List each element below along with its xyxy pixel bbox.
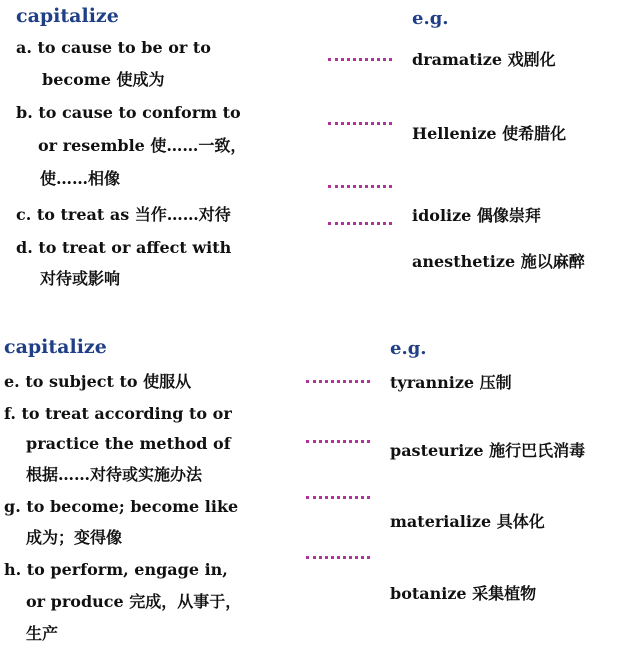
dotted-connector-2 <box>328 122 392 125</box>
dotted-connector-5 <box>306 380 370 383</box>
dotted-connector-7 <box>306 496 370 499</box>
def-a-line2: become 使成为 <box>42 70 165 89</box>
def-b-line3: 使……相像 <box>40 169 121 188</box>
def-b-line2: or resemble 使……一致， <box>38 136 247 155</box>
section2-eg-label: e.g. <box>390 338 427 359</box>
example-materialize: materialize 具体化 <box>390 512 545 531</box>
example-pasteurize: pasteurize 施行巴氏消毒 <box>390 441 586 460</box>
section2-heading: capitalize <box>4 336 107 358</box>
dotted-connector-3 <box>328 185 392 188</box>
def-c-line1: c. to treat as 当作……对待 <box>16 205 231 224</box>
dotted-connector-6 <box>306 440 370 443</box>
section1-heading: capitalize <box>16 5 119 27</box>
section1-eg-label: e.g. <box>412 8 449 29</box>
def-h-line3: 生产 <box>26 624 59 643</box>
def-g-line2: 成为；变得像 <box>26 528 123 547</box>
example-dramatize: dramatize 戏剧化 <box>412 50 556 69</box>
def-g-line1: g. to become; become like <box>4 497 239 516</box>
example-tyrannize: tyrannize 压制 <box>390 373 512 392</box>
dotted-connector-8 <box>306 556 370 559</box>
def-b-line1: b. to cause to conform to <box>16 103 241 122</box>
example-idolize: idolize 偶像崇拜 <box>412 206 541 225</box>
dotted-connector-1 <box>328 58 392 61</box>
example-hellenize: Hellenize 使希腊化 <box>412 124 567 143</box>
def-e-line1: e. to subject to 使服从 <box>4 372 192 391</box>
example-anesthetize: anesthetize 施以麻醉 <box>412 252 585 271</box>
def-d-line2: 对待或影响 <box>40 269 121 288</box>
def-d-line1: d. to treat or affect with <box>16 238 232 257</box>
def-h-line2: or produce 完成，从事于， <box>26 592 242 611</box>
def-h-line1: h. to perform, engage in, <box>4 560 228 579</box>
def-f-line2: practice the method of <box>26 434 231 453</box>
def-f-line1: f. to treat according to or <box>4 404 232 423</box>
def-f-line3: 根据……对待或实施办法 <box>26 465 203 484</box>
dotted-connector-4 <box>328 222 392 225</box>
def-a-line1: a. to cause to be or to <box>16 38 211 57</box>
example-botanize: botanize 采集植物 <box>390 584 537 603</box>
